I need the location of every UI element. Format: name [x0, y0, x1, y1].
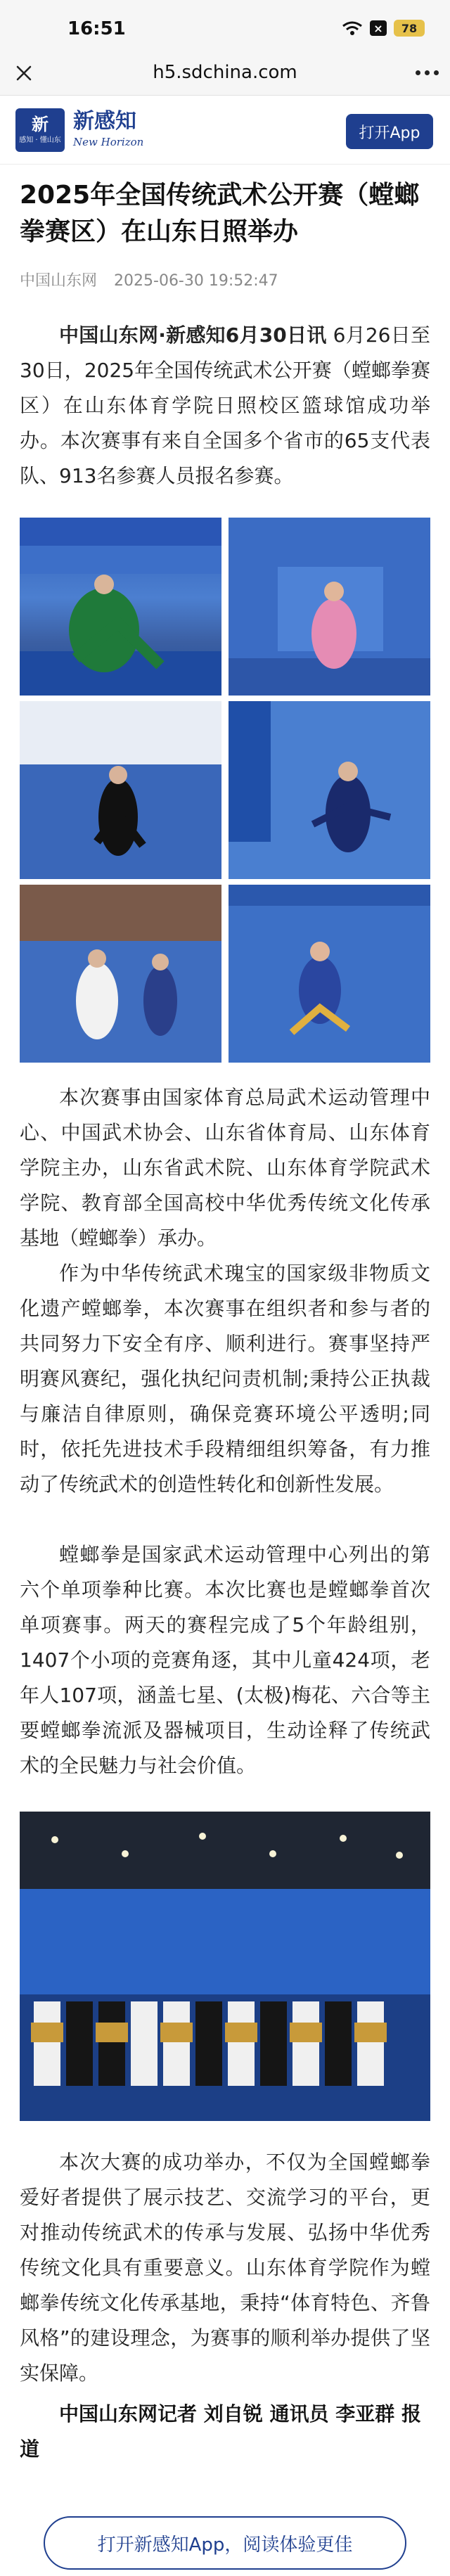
article-paragraph: 螳螂拳是国家武术运动管理中心列出的第六个单项拳种比赛。本次比赛也是螳螂拳首次单项赛事。两天的赛程完成了5个年龄组别，1407个小项的竞赛角逐，其中儿童424项，老年人107项，涵盖七星、(太极)梅花、六合等主要螳螂拳流派及器械项目，生动诠释了传统武术的全民魅力与社会价值。 — [20, 1543, 430, 1777]
photo-athlete-black[interactable] — [20, 701, 221, 879]
status-time: 16:51 — [68, 18, 126, 39]
article-paragraph — [20, 318, 430, 494]
app-logo — [15, 108, 65, 152]
open-app-button[interactable]: 打开App — [346, 114, 433, 149]
article-meta — [20, 269, 278, 290]
more-dots-icon — [425, 70, 430, 75]
battery-indicator: 78 — [394, 20, 425, 37]
app-header — [0, 96, 450, 165]
notification-badge-icon: × — [370, 20, 387, 36]
article-title: 2025年全国传统武术公开赛（螳螂拳赛区）在山东日照举办 — [20, 181, 420, 246]
photo-athlete-pink[interactable] — [229, 518, 430, 696]
more-dots-icon — [434, 70, 439, 75]
url-text[interactable]: h5.sdchina.com — [153, 62, 297, 83]
more-options-button[interactable] — [416, 70, 439, 75]
app-brand-english: New Horizon — [73, 136, 144, 148]
article-byline: 中国山东网记者 刘自锐 通讯员 李亚群 报道 — [20, 2402, 421, 2461]
photo-athlete-navy[interactable] — [229, 701, 430, 879]
photo-athlete-child[interactable] — [229, 885, 430, 1063]
article-paragraph-text: 6月26日至30日，2025年全国传统武术公开赛（螳螂拳赛区）在山东体育学院日照校区篮球馆成功举办。本次赛事有来自全国多个省市的65支代表队、913名参赛人员报名参赛。 — [20, 323, 430, 487]
article-datetime: 2025-06-30 19:52:47 — [114, 272, 278, 290]
status-icons — [342, 20, 425, 37]
article-paragraph: 本次赛事由国家体育总局武术运动管理中心、中国武术协会、山东省体育局、山东体育学院主办，山东省武术院、山东体育学院武术学院、教育部全国高校中华优秀传统文化传承基地（螳螂拳）承办。 — [20, 1086, 430, 1250]
logo-mark-text: 新 — [32, 114, 49, 134]
article-source: 中国山东网 — [20, 272, 98, 290]
photo-athlete-green[interactable] — [20, 518, 221, 696]
article-paragraph: 作为中华传统武术瑰宝的国家级非物质文化遗产螳螂拳，本次赛事在组织者和参与者的共同努力下安全有序、顺利进行。赛事坚持严明赛风赛纪，强化执纪问责机制;秉持公正执裁与廉洁自律原则，确保竞赛环境公平透明;同时，依托先进技术手段精细组织筹备，有力推动了传统武术的创造性转化和创新性发展。 — [20, 1262, 430, 1496]
more-dots-icon — [416, 70, 420, 75]
photo-collage[interactable] — [20, 518, 430, 1063]
logo-mark-subtext: 感知 · 懂山东 — [19, 136, 61, 144]
photo-award-ceremony[interactable] — [20, 1812, 430, 2121]
wifi-icon — [342, 20, 363, 36]
status-bar — [0, 0, 450, 51]
photo-athlete-white[interactable] — [20, 885, 221, 1063]
open-in-app-cta-button[interactable]: 打开新感知App，阅读体验更佳 — [44, 2516, 406, 2570]
browser-url-bar — [0, 51, 450, 96]
article-lead: 中国山东网·新感知6月30日讯 — [59, 323, 327, 347]
app-brand-name: 新感知 — [73, 109, 136, 134]
article-paragraph: 本次大赛的成功举办，不仅为全国螳螂拳爱好者提供了展示技艺、交流学习的平台，更对推动传统武术的传承与发展、弘扬中华优秀传统文化具有重要意义。山东体育学院作为螳螂拳传统文化传承基地，秉持“体育特色、齐鲁风格”的建设理念，为赛事的顺利举办提供了坚实保障。 — [20, 2151, 430, 2385]
app-brand — [73, 110, 143, 149]
